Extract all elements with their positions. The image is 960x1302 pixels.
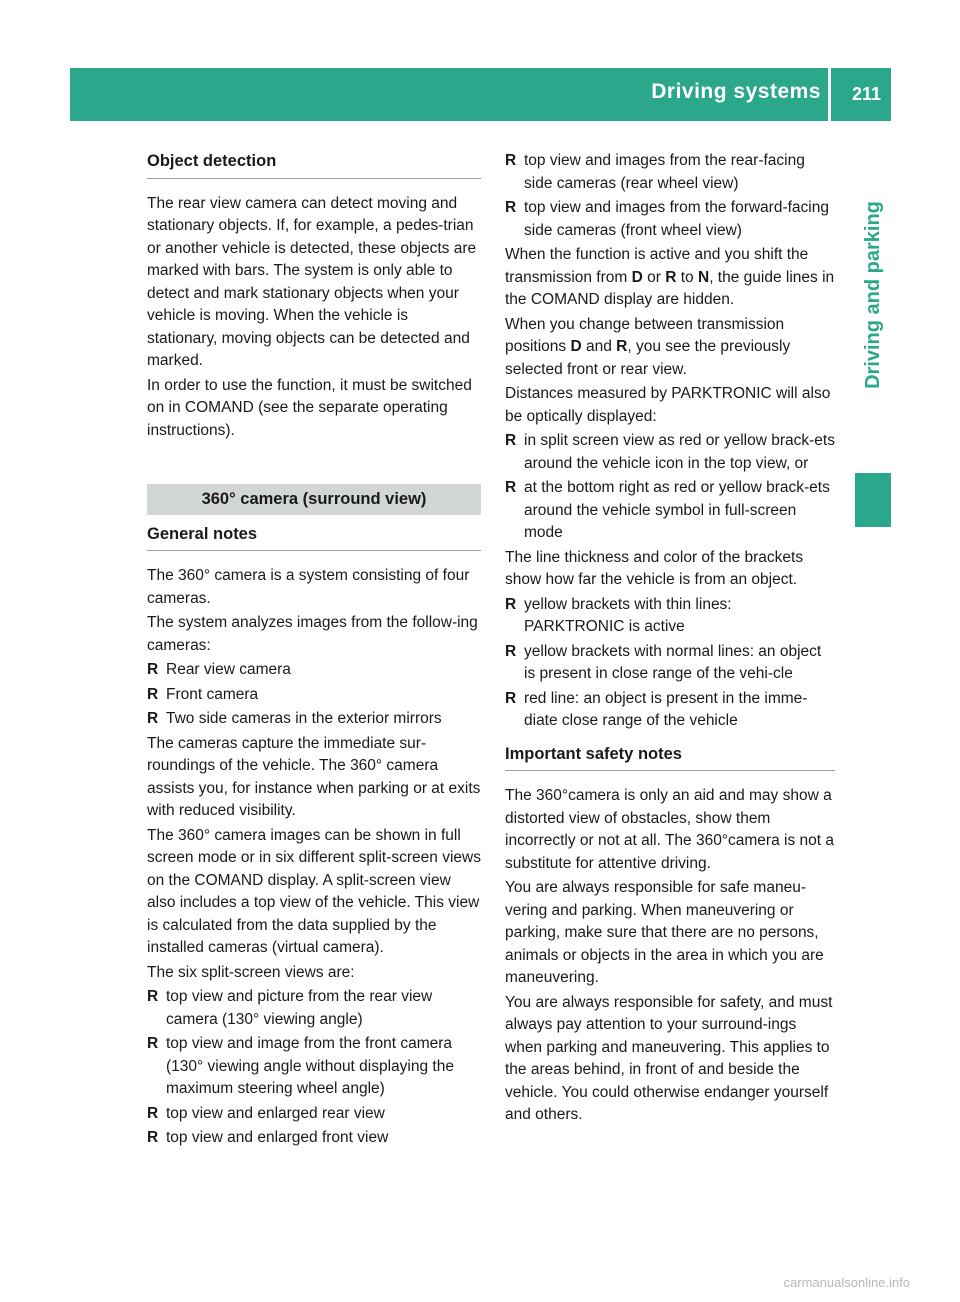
page-number: 211: [851, 84, 881, 104]
list-item: R yellow brackets with thin lines: PARKTRONIC is active: [505, 595, 732, 635]
bullet-icon: R: [505, 479, 517, 496]
paragraph: In order to use the function, it must be switched on in COMAND (see the separate operating instructions).: [147, 376, 472, 439]
paragraph: The 360° camera images can be shown in full screen mode or in six different split-screen views on the COMAND display. A split-screen view also includes a top view of the vehicle. This view is calculated from the data supplied by the installed cameras (virtual camera).: [147, 826, 481, 956]
bullet-icon: R: [147, 1129, 159, 1146]
paragraph: The line thickness and color of the brackets show how far the vehicle is from an object.: [505, 548, 804, 588]
bullet-icon: R: [505, 199, 517, 216]
left-column: [147, 150, 481, 1152]
list-item: R Rear view camera: [147, 659, 481, 682]
bullet-icon: R: [505, 689, 517, 707]
paragraph-shift: When the function is active and you shift the transmission from D or R to N, the guide lines in the COMAND display are hidden.: [505, 246, 835, 308]
paragraph: The system analyzes images from the follow-ing cameras:: [147, 614, 478, 654]
paragraph: The rear view camera can detect moving and stationary objects. If, for example, a pedes-trian or another vehicle is detected, these objects are marked with bars. The system is only able to detect and mark stationary objects when your vehicle is moving. When the vehicle is stationary, moving objects can be detected and marked.: [147, 194, 477, 369]
right-column: [505, 150, 835, 1129]
list-item: R top view and image from the front camera (130° viewing angle without displaying the maximum steering wheel angle): [147, 1035, 454, 1097]
paragraph: You are always responsible for safe maneu-vering and parking. When maneuvering or parking, make sure that there are no persons, animals or objects in the area in which you are maneuvering.: [505, 879, 824, 986]
side-tab-label: Driving and parking: [862, 201, 884, 389]
heading-safety-notes: Important safety notes: [505, 743, 835, 772]
heading-general-notes: General notes: [147, 523, 481, 552]
bullet-icon: R: [147, 710, 159, 727]
bullet-icon: R: [505, 152, 517, 169]
side-tab-marker: [855, 473, 891, 527]
bullet-icon: R: [147, 661, 159, 678]
paragraph: The cameras capture the immediate sur-roundings of the vehicle. The 360° camera assists you, for instance when parking or at exits with reduced visibility.: [147, 734, 481, 819]
bullet-icon: R: [147, 685, 159, 703]
paragraph: The 360° camera is a system consisting of four cameras.: [147, 567, 470, 607]
bullet-icon: R: [147, 1035, 159, 1052]
paragraph: You are always responsible for safety, and must always pay attention to your surround-ings when parking and maneuvering. This applies to the areas behind, in front of and beside the vehicle. You could otherwise endanger yourself and others.: [505, 993, 833, 1123]
heading-360-camera: 360° camera (surround view): [147, 484, 481, 515]
bullet-icon: R: [505, 432, 517, 449]
list-item: R top view and enlarged front view: [147, 1127, 481, 1150]
list-item: R in split screen view as red or yellow brack-ets around the vehicle icon in the top view, or: [505, 432, 835, 472]
list-item: R red line: an object is present in the imme-diate close range of the vehicle: [505, 689, 808, 729]
list-item: R yellow brackets with normal lines: an object is present in close range of the vehi-cle: [505, 642, 822, 682]
list-item: R Front camera: [147, 684, 481, 707]
list-item: R at the bottom right as red or yellow brack-ets around the vehicle symbol in full-screen mode: [505, 479, 830, 541]
bullet-icon: R: [505, 595, 517, 613]
list-item: R top view and images from the rear-facing side cameras (rear wheel view): [505, 152, 805, 192]
paragraph: Distances measured by PARKTRONIC will also be optically displayed:: [505, 385, 831, 425]
header-bar: [70, 68, 891, 121]
bullet-icon: R: [147, 1104, 159, 1122]
bullet-icon: R: [505, 642, 517, 660]
section-title: Driving systems: [651, 80, 821, 103]
header-divider: [828, 68, 831, 121]
bullet-icon: R: [147, 988, 159, 1005]
paragraph: The six split-screen views are:: [147, 963, 355, 981]
paragraph: The 360°camera is only an aid and may show a distorted view of obstacles, show them incorrectly or not at all. The 360°camera is not a substitute for attentive driving.: [505, 787, 834, 872]
list-item: R top view and images from the forward-facing side cameras (front wheel view): [505, 199, 829, 239]
list-item: R top view and picture from the rear view camera (130° viewing angle): [147, 988, 433, 1028]
watermark: carmanualsonline.info: [783, 1275, 910, 1290]
list-item: R top view and enlarged rear view: [147, 1103, 481, 1126]
paragraph-change: When you change between transmission positions D and R, you see the previously selected front or rear view.: [505, 315, 791, 378]
side-tab: [855, 130, 891, 460]
list-item: R Two side cameras in the exterior mirrors: [147, 708, 481, 731]
heading-object-detection: Object detection: [147, 150, 481, 179]
